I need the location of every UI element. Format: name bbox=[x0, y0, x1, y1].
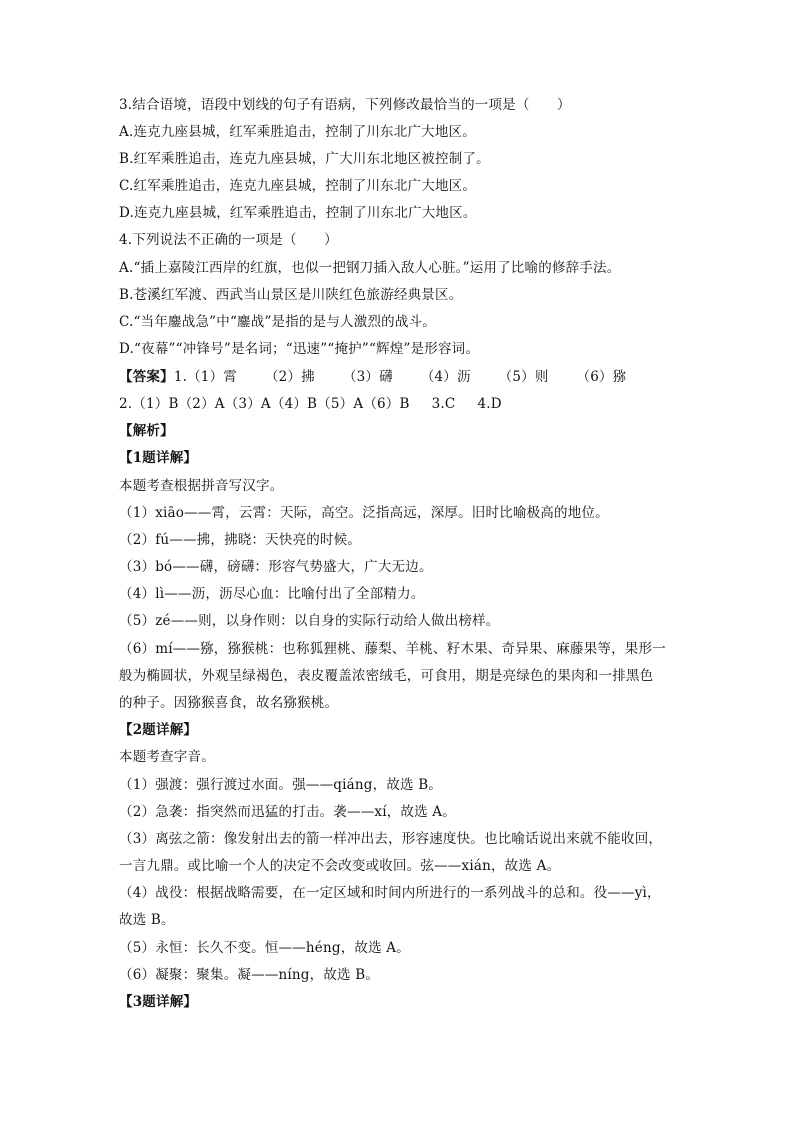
answer-item: （3）礴 bbox=[342, 369, 393, 385]
q2-line: （6）凝聚：聚集。凝——níng，故选 B。 bbox=[119, 967, 380, 983]
answer-line-1 bbox=[119, 367, 626, 387]
q2-heading: 【2题详解】 bbox=[119, 722, 198, 738]
question-4-option-b: B.苍溪红军渡、西武当山景区是川陕红色旅游经典景区。 bbox=[119, 287, 463, 303]
answer-item: （6）猕 bbox=[576, 369, 627, 385]
question-3-option-c: C.红军乘胜追击，连克九座县城，控制了川东北广大地区。 bbox=[119, 178, 477, 194]
question-3-option-d: D.连克九座县城，红军乘胜追击，控制了川东北广大地区。 bbox=[119, 205, 477, 221]
q1-line: （4）lì——沥，沥尽心血：比喻付出了全部精力。 bbox=[119, 586, 425, 602]
analysis-label: 【解析】 bbox=[119, 423, 174, 439]
answer-item: （4）沥 bbox=[420, 369, 471, 385]
answer-line-2 bbox=[119, 394, 502, 414]
answer-item: （5）则 bbox=[498, 369, 549, 385]
q1-heading: 【1题详解】 bbox=[119, 450, 198, 466]
question-3-stem: 3.结合语境，语段中划线的句子有语病，下列修改最恰当的一项是（ ） bbox=[119, 97, 571, 113]
q1-line: 的种子。因猕猴喜食，故名猕猴桃。 bbox=[119, 695, 339, 711]
question-4-option-c: C.“当年鏖战急”中“鏖战”是指的是与人激烈的战斗。 bbox=[119, 314, 436, 330]
question-4-option-d: D.“夜幕”“冲锋号”是名词；“迅速”“掩护”“辉煌”是形容词。 bbox=[119, 341, 480, 357]
answer-item: 2.（1）B（2）A（3）A（4）B（5）A（6）B bbox=[119, 396, 410, 412]
q2-line: （2）急袭：指突然而迅猛的打击。袭——xí，故选 A。 bbox=[119, 804, 456, 820]
answer-item: （2）拂 bbox=[264, 369, 315, 385]
q1-line: （3）bó——礴，磅礴：形容气势盛大，广大无边。 bbox=[119, 559, 433, 575]
q2-line: 一言九鼎。或比喻一个人的决定不会改变或收回。弦——xián，故选 A。 bbox=[119, 858, 561, 874]
q1-intro: 本题考查根据拼音写汉字。 bbox=[119, 478, 284, 494]
q1-line: （6）mí——猕，猕猴桃：也称狐狸桃、藤梨、羊桃、籽木果、奇异果、麻藤果等，果形一 bbox=[119, 641, 666, 657]
q2-line: （1）强渡：强行渡过水面。强——qiáng，故选 B。 bbox=[119, 777, 443, 793]
answer-item: 3.C bbox=[431, 396, 456, 412]
q2-line: 故选 B。 bbox=[119, 912, 175, 928]
question-3-option-a: A.连克九座县城，红军乘胜追击，控制了川东北广大地区。 bbox=[119, 124, 476, 140]
answer-item: 4.D bbox=[477, 396, 502, 412]
question-3-option-b: B.红军乘胜追击，连克九座县城，广大川东北地区被控制了。 bbox=[119, 151, 490, 167]
answer-item: 1.（1）霄 bbox=[173, 369, 237, 385]
q2-line: （4）战役：根据战略需要，在一定区域和时间内所进行的一系列战斗的总和。役——yì， bbox=[119, 885, 661, 901]
q1-line: （1）xiāo——霄，云霄：天际，高空。泛指高远，深厚。旧时比喻极高的地位。 bbox=[119, 505, 609, 521]
question-4-option-a: A.“插上嘉陵江西岸的红旗，也似一把钢刀插入敌人心脏。”运用了比喻的修辞手法。 bbox=[119, 260, 621, 276]
q1-line: （5）zé——则，以身作则：以自身的实际行动给人做出榜样。 bbox=[119, 613, 500, 629]
q2-line: （5）永恒：长久不变。恒——héng，故选 A。 bbox=[119, 940, 410, 956]
question-4-stem: 4.下列说法不正确的一项是（ ） bbox=[119, 232, 338, 248]
q2-intro: 本题考查字音。 bbox=[119, 749, 215, 765]
q1-line: 般为椭圆状，外观呈绿褐色，表皮覆盖浓密绒毛，可食用，期是亮绿色的果肉和一排黑色 bbox=[119, 668, 654, 684]
q2-line: （3）离弦之箭：像发射出去的箭一样冲出去，形容速度快。也比喻话说出来就不能收回， bbox=[119, 831, 663, 847]
answer-label: 【答案】 bbox=[119, 369, 174, 385]
q3-heading: 【3题详解】 bbox=[119, 994, 198, 1010]
q1-line: （2）fú——拂，拂晓：天快亮的时候。 bbox=[119, 532, 362, 548]
